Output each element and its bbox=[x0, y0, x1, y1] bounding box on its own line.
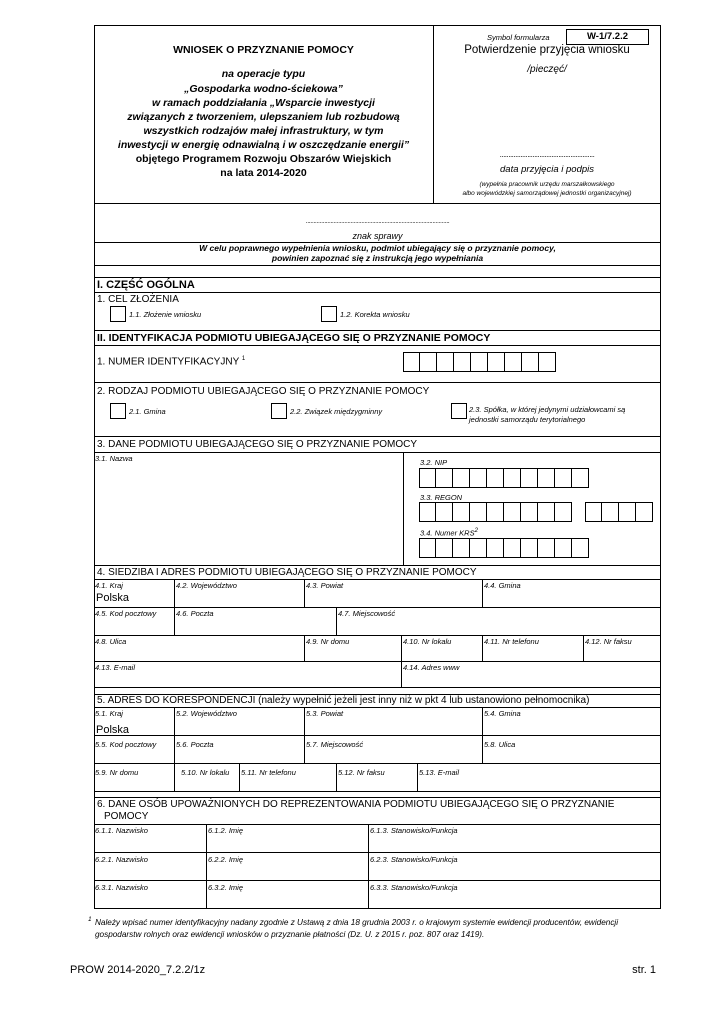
rep3-position-label: 6.3.3. Stanowisko/Funkcja bbox=[370, 883, 458, 892]
id-cell[interactable] bbox=[437, 352, 454, 372]
type-company-label-2: jednostki samorządu terytorialnego bbox=[469, 415, 586, 424]
type-union-label: 2.2. Związek międzygminny bbox=[290, 407, 383, 416]
fill-note-1: (wypełnia pracownik urzędu marszałkowskiego bbox=[479, 181, 615, 188]
subtitle-line: związanych z tworzeniem, ulepszaniem lub rozbudową bbox=[127, 111, 400, 123]
part2-title-line bbox=[94, 345, 661, 346]
grid-line bbox=[417, 763, 418, 791]
instruction-bottom-line bbox=[94, 265, 661, 266]
krs-cell[interactable] bbox=[436, 538, 453, 558]
corr-country-label: 5.1. Kraj bbox=[95, 709, 123, 718]
name-field[interactable] bbox=[95, 464, 401, 563]
regon-extra-cells[interactable] bbox=[585, 502, 653, 522]
email-label: 4.13. E-mail bbox=[95, 663, 136, 672]
id-cell[interactable] bbox=[505, 352, 522, 372]
grid-line bbox=[583, 635, 584, 661]
krs-cell[interactable] bbox=[555, 538, 572, 558]
grid-line bbox=[174, 607, 175, 635]
correction-checkbox[interactable] bbox=[321, 306, 337, 322]
grid-line bbox=[304, 579, 305, 607]
corr-street-label: 5.8. Ulica bbox=[484, 740, 516, 749]
grid-line bbox=[94, 607, 661, 608]
corr-house-number-label: 5.9. Nr domu bbox=[95, 768, 139, 777]
part1-top-line bbox=[94, 277, 661, 278]
part2-top-line bbox=[94, 330, 661, 331]
grid-line bbox=[304, 735, 305, 763]
date-sign-label: data przyjęcia i podpis bbox=[500, 164, 594, 175]
instruction-line-1: W celu poprawnego wypełnienia wniosku, podmiot ubiegający się o przyznanie pomocy, bbox=[199, 243, 556, 253]
regon-cell[interactable] bbox=[436, 502, 453, 522]
subtitle-line: na lata 2014-2020 bbox=[220, 167, 307, 179]
id-cell[interactable] bbox=[454, 352, 471, 372]
nip-cell[interactable] bbox=[436, 468, 453, 488]
krs-footnote-ref: 2 bbox=[474, 528, 478, 534]
page-number: str. 1 bbox=[632, 964, 656, 976]
section5-title: 5. ADRES DO KORESPONDENCJI (należy wypełnić jeżeli jest inny niż w pkt 4 lub ustanowiono pełnomocnika) bbox=[97, 695, 590, 706]
type-union-checkbox[interactable] bbox=[271, 403, 287, 419]
grid-line bbox=[94, 824, 661, 825]
regon-cell[interactable] bbox=[636, 502, 653, 522]
grid-line bbox=[336, 607, 337, 635]
subtitle-line: w ramach poddziałania „Wsparcie inwestycji bbox=[152, 97, 375, 109]
nip-cell[interactable] bbox=[572, 468, 589, 488]
submission-checkbox[interactable] bbox=[110, 306, 126, 322]
id-cell[interactable] bbox=[471, 352, 488, 372]
section3-bottom-line bbox=[94, 565, 661, 566]
id-bottom-line bbox=[94, 382, 661, 383]
krs-text: 3.4. Numer KRS bbox=[420, 528, 475, 538]
regon-cell[interactable] bbox=[521, 502, 538, 522]
id-number-text: 1. NUMER IDENTYFIKACYJNY bbox=[97, 356, 240, 368]
section3-title: 3. DANE PODMIOTU UBIEGAJĄCEGO SIĘ O PRZYZNANIE POMOCY bbox=[97, 439, 418, 450]
krs-cell[interactable] bbox=[419, 538, 436, 558]
part2-title: II. IDENTYFIKACJA PODMIOTU UBIEGAJĄCEGO SIĘ O PRZYZNANIE POMOCY bbox=[97, 332, 491, 344]
www-label: 4.14. Adres www bbox=[403, 663, 460, 672]
krs-cell[interactable] bbox=[538, 538, 555, 558]
footnote-number: 1 bbox=[88, 916, 92, 923]
street-label: 4.8. Ulica bbox=[95, 637, 127, 646]
corr-locality-label: 5.7. Miejscowość bbox=[306, 740, 364, 749]
type-company-label-1: 2.3. Spółka, w której jedynymi udziałowcami są bbox=[469, 405, 626, 414]
regon-cell[interactable] bbox=[619, 502, 636, 522]
grid-line bbox=[94, 791, 661, 792]
postcode-label: 4.5. Kod pocztowy bbox=[95, 609, 157, 618]
grid-line bbox=[94, 763, 661, 764]
entity-type-label: 2. RODZAJ PODMIOTU UBIEGAJĄCEGO SIĘ O PRZYZNANIE POMOCY bbox=[97, 386, 430, 397]
confirmation-label: Potwierdzenie przyjęcia wniosku bbox=[464, 44, 630, 56]
rep1-position-label: 6.1.3. Stanowisko/Funkcja bbox=[370, 826, 458, 835]
district-label: 4.3. Powiat bbox=[306, 581, 344, 590]
section4-title: 4. SIEDZIBA I ADRES PODMIOTU UBIEGAJĄCEGO SIĘ O PRZYZNANIE POMOCY bbox=[97, 567, 477, 578]
section6-title-1: 6. DANE OSÓB UPOWAŻNIONYCH DO REPREZENTOWANIA PODMIOTU UBIEGAJĄCEGO SIĘ O PRZYZNANIE bbox=[97, 799, 615, 810]
id-cell[interactable] bbox=[403, 352, 420, 372]
house-number-label: 4.9. Nr domu bbox=[306, 637, 350, 646]
section6-title-2: POMOCY bbox=[104, 811, 149, 822]
grid-line bbox=[336, 763, 337, 791]
krs-cell[interactable] bbox=[470, 538, 487, 558]
grid-line bbox=[94, 735, 661, 736]
symbol-value: W-1/7.2.2 bbox=[566, 29, 649, 45]
voivodeship-label: 4.2. Województwo bbox=[176, 581, 237, 590]
grid-line bbox=[482, 635, 483, 661]
footnote-line-1: Należy wpisać numer identyfikacyjny nadany zgodnie z Ustawą z dnia 18 grudnia 2003 r. o krajowym systemie ewidencji producentów, ewidencji bbox=[95, 918, 619, 927]
regon-cell[interactable] bbox=[602, 502, 619, 522]
purpose-label: 1. CEL ZŁOŻENIA bbox=[97, 294, 179, 305]
krs-cells[interactable] bbox=[419, 538, 589, 558]
regon-cell[interactable] bbox=[453, 502, 470, 522]
rep2-surname-label: 6.2.1. Nazwisko bbox=[95, 855, 148, 864]
subtitle-line: na operacje typu bbox=[221, 68, 306, 80]
grid-line bbox=[304, 635, 305, 661]
corr-post-office-label: 5.6. Poczta bbox=[176, 740, 214, 749]
subtitle-line: wszystkich rodzajów małej infrastruktury, w tym bbox=[143, 125, 384, 137]
grid-line bbox=[482, 707, 483, 735]
form-title: WNIOSEK O PRZYZNANIE POMOCY bbox=[173, 44, 354, 56]
name-divider bbox=[403, 452, 404, 565]
rep3-firstname-label: 6.3.2. Imię bbox=[208, 883, 244, 892]
krs-cell[interactable] bbox=[572, 538, 589, 558]
signature-line: ....................................................... bbox=[499, 150, 595, 159]
case-number-label: znak sprawy bbox=[352, 231, 403, 241]
section5-title-line bbox=[94, 707, 661, 708]
id-number-cells[interactable] bbox=[403, 352, 556, 372]
symbol-label: Symbol formularza bbox=[487, 33, 550, 42]
grid-line bbox=[174, 735, 175, 763]
regon-cell[interactable] bbox=[538, 502, 555, 522]
submission-label: 1.1. Złożenie wniosku bbox=[129, 310, 202, 319]
nip-label: 3.2. NIP bbox=[420, 458, 448, 467]
id-cell[interactable] bbox=[488, 352, 505, 372]
corr-email-label: 5.13. E-mail bbox=[419, 768, 460, 777]
grid-line bbox=[239, 763, 240, 791]
nip-cell[interactable] bbox=[521, 468, 538, 488]
grid-line bbox=[304, 707, 305, 735]
nip-cell[interactable] bbox=[487, 468, 504, 488]
type-gmina-checkbox[interactable] bbox=[110, 403, 126, 419]
rep1-surname-label: 6.1.1. Nazwisko bbox=[95, 826, 148, 835]
corr-voivodeship-label: 5.2. Województwo bbox=[176, 709, 237, 718]
id-cell[interactable] bbox=[420, 352, 437, 372]
footnote-line-2: gospodarstw rolnych oraz ewidencji wniosków o przyznanie płatności (Dz. U. z 2015 r. poz. 807 oraz 1419). bbox=[95, 930, 485, 939]
regon-cell[interactable] bbox=[487, 502, 504, 522]
grid-line bbox=[206, 824, 207, 909]
corr-phone-label: 5.11. Nr telefonu bbox=[241, 768, 296, 777]
id-number-footnote-ref: 1 bbox=[241, 356, 246, 362]
rep1-firstname-label: 6.1.2. Imię bbox=[208, 826, 244, 835]
fill-note-2: albo wojewódzkiej samorządowej jednostki organizacyjnej) bbox=[462, 190, 632, 197]
grid-line bbox=[94, 687, 661, 688]
nip-cell[interactable] bbox=[538, 468, 555, 488]
krs-label bbox=[420, 528, 478, 538]
grid-line bbox=[94, 661, 661, 662]
regon-cell[interactable] bbox=[470, 502, 487, 522]
country-label: 4.1. Kraj bbox=[95, 581, 123, 590]
nip-cell[interactable] bbox=[504, 468, 521, 488]
part1-title-line bbox=[94, 292, 661, 293]
section4-title-line bbox=[94, 579, 661, 580]
id-cell[interactable] bbox=[539, 352, 556, 372]
grid-line bbox=[482, 735, 483, 763]
nip-cell[interactable] bbox=[419, 468, 436, 488]
id-number-label bbox=[97, 356, 245, 367]
correction-label: 1.2. Korekta wniosku bbox=[340, 310, 410, 319]
grid-line bbox=[368, 824, 369, 909]
grid-line bbox=[482, 579, 483, 607]
rep3-surname-label: 6.3.1. Nazwisko bbox=[95, 883, 148, 892]
regon-cells[interactable] bbox=[419, 502, 572, 522]
type-company-checkbox[interactable] bbox=[451, 403, 467, 419]
nip-cell[interactable] bbox=[453, 468, 470, 488]
subtitle-line: inwestycji w energię odnawialną i w oszczędzanie energii” bbox=[117, 139, 410, 151]
corr-fax-label: 5.12. Nr faksu bbox=[338, 768, 385, 777]
fax-label: 4.12. Nr faksu bbox=[585, 637, 632, 646]
grid-line bbox=[94, 880, 661, 881]
form-code: PROW 2014-2020_7.2.2/1z bbox=[70, 964, 206, 976]
apartment-label: 4.10. Nr lokalu bbox=[403, 637, 452, 646]
country-value[interactable]: Polska bbox=[96, 592, 130, 604]
grid-line bbox=[174, 707, 175, 735]
regon-cell[interactable] bbox=[585, 502, 602, 522]
type-gmina-label: 2.1. Gmina bbox=[129, 407, 166, 416]
stamp-label: /pieczęć/ bbox=[527, 64, 567, 75]
name-label: 3.1. Nazwa bbox=[95, 454, 133, 463]
krs-cell[interactable] bbox=[504, 538, 521, 558]
post-office-label: 4.6. Poczta bbox=[176, 609, 214, 618]
type-bottom-line bbox=[94, 436, 661, 437]
regon-cell[interactable] bbox=[419, 502, 436, 522]
corr-commune-label: 5.4. Gmina bbox=[484, 709, 521, 718]
corr-country-value[interactable]: Polska bbox=[96, 724, 130, 736]
nip-cells[interactable] bbox=[419, 468, 589, 488]
subtitle-line: „Gospodarka wodno-ściekowa” bbox=[184, 83, 343, 95]
locality-label: 4.7. Miejscowość bbox=[338, 609, 396, 618]
instruction-line-2: powinien zapoznać się z instrukcją jego wypełniania bbox=[271, 253, 484, 263]
corr-postcode-label: 5.5. Kod pocztowy bbox=[95, 740, 157, 749]
krs-cell[interactable] bbox=[521, 538, 538, 558]
case-number-line[interactable]: ............................................................................................. bbox=[305, 218, 450, 225]
grid-line bbox=[94, 852, 661, 853]
section3-title-line bbox=[94, 452, 661, 453]
grid-line bbox=[94, 635, 661, 636]
part1-title: I. CZĘŚĆ OGÓLNA bbox=[97, 279, 195, 291]
krs-cell[interactable] bbox=[453, 538, 470, 558]
grid-line bbox=[174, 579, 175, 607]
grid-line bbox=[174, 763, 175, 791]
regon-label: 3.3. REGON bbox=[420, 493, 463, 502]
rep2-firstname-label: 6.2.2. Imię bbox=[208, 855, 244, 864]
rep2-position-label: 6.2.3. Stanowisko/Funkcja bbox=[370, 855, 458, 864]
corr-district-label: 5.3. Powiat bbox=[306, 709, 344, 718]
krs-cell[interactable] bbox=[487, 538, 504, 558]
header-bottom-line bbox=[94, 203, 661, 204]
regon-cell[interactable] bbox=[555, 502, 572, 522]
nip-cell[interactable] bbox=[470, 468, 487, 488]
commune-label: 4.4. Gmina bbox=[484, 581, 521, 590]
id-cell[interactable] bbox=[522, 352, 539, 372]
corr-apartment-label: 5.10. Nr lokalu bbox=[181, 768, 230, 777]
phone-label: 4.11. Nr telefonu bbox=[484, 637, 539, 646]
section6-top-line bbox=[94, 797, 661, 798]
nip-cell[interactable] bbox=[555, 468, 572, 488]
regon-cell[interactable] bbox=[504, 502, 521, 522]
subtitle-line: objętego Programem Rozwoju Obszarów Wiejskich bbox=[135, 153, 392, 165]
